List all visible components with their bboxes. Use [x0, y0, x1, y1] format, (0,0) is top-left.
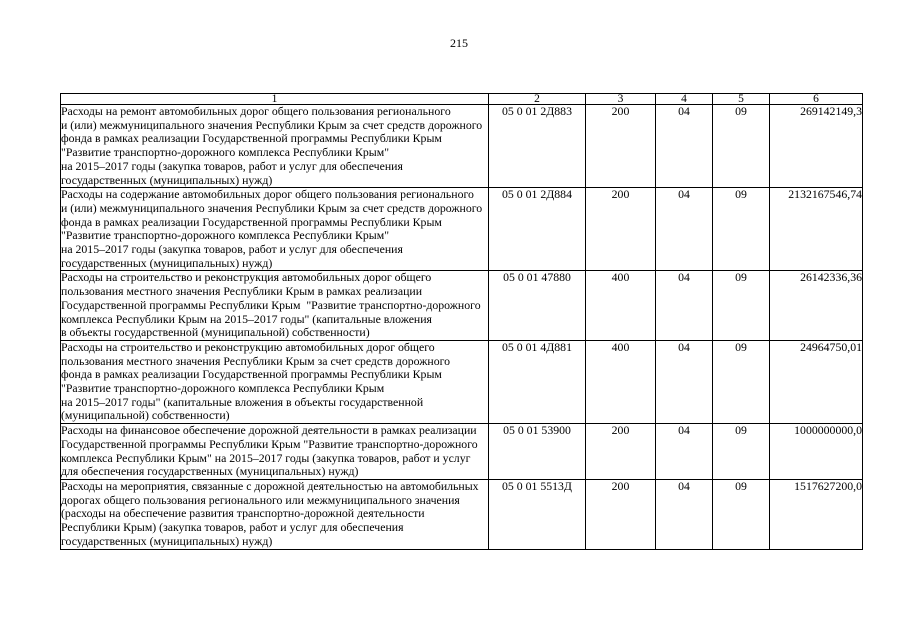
budget-code: 05 0 01 2Д884: [489, 188, 586, 271]
expense-type: 200: [586, 105, 656, 188]
amount: 1517627200,0: [770, 479, 863, 549]
amount: 269142149,3: [770, 105, 863, 188]
section-code: 04: [656, 188, 713, 271]
table-header-row: [61, 94, 863, 105]
column-header-5: 5: [713, 94, 770, 105]
page-number: 215: [450, 36, 468, 50]
section-code: 04: [656, 479, 713, 549]
budget-code: 05 0 01 2Д883: [489, 105, 586, 188]
budget-table: [60, 93, 863, 550]
column-header-1: 1: [61, 94, 489, 105]
budget-code: 05 0 01 4Д881: [489, 340, 586, 423]
subsection-code: 09: [713, 479, 770, 549]
expense-type: 200: [586, 188, 656, 271]
column-header-2: 2: [489, 94, 586, 105]
column-header-6: 6: [770, 94, 863, 105]
row-description: Расходы на мероприятия, связанные с дорожной деятельностью на автомобильных дорогах общего пользования регионального или межмуниципального значения (расходы на обеспечение развития транспортно-дорожной деятельности Республики Крым) (закупка товаров, работ и услуг для обеспечения государственных (муниципальных) нужд): [61, 479, 489, 549]
expense-type: 200: [586, 424, 656, 480]
expense-type: 200: [586, 479, 656, 549]
amount: 26142336,36: [770, 271, 863, 341]
row-description: Расходы на финансовое обеспечение дорожной деятельности в рамках реализации Государственной программы Республики Крым "Развитие транспортно-дорожного комплекса Республики Крым" на 2015–2017 годы (закупка товаров, работ и услуг для обеспечения государственных (муниципальных) нужд): [61, 424, 489, 480]
expense-type: 400: [586, 271, 656, 341]
amount: 1000000000,0: [770, 424, 863, 480]
budget-code: 05 0 01 53900: [489, 424, 586, 480]
subsection-code: 09: [713, 424, 770, 480]
subsection-code: 09: [713, 188, 770, 271]
amount: 24964750,01: [770, 340, 863, 423]
column-header-3: 3: [586, 94, 656, 105]
table-row: [61, 424, 863, 480]
expense-type: 400: [586, 340, 656, 423]
section-code: 04: [656, 424, 713, 480]
subsection-code: 09: [713, 105, 770, 188]
row-description: Расходы на ремонт автомобильных дорог общего пользования регионального и (или) межмуниципального значения Республики Крым за счет средств дорожного фонда в рамках реализации Государственной программы Республики Крым "Развитие транспортно-дорожного комплекса Республики Крым" на 2015–2017 годы (закупка товаров, работ и услуг для обеспечения государственных (муниципальных) нужд): [61, 105, 489, 188]
section-code: 04: [656, 271, 713, 341]
table-row: [61, 105, 863, 188]
subsection-code: 09: [713, 340, 770, 423]
section-code: 04: [656, 340, 713, 423]
table-row: [61, 271, 863, 341]
table-row: [61, 188, 863, 271]
section-code: 04: [656, 105, 713, 188]
amount: 2132167546,74: [770, 188, 863, 271]
subsection-code: 09: [713, 271, 770, 341]
budget-code: 05 0 01 5513Д: [489, 479, 586, 549]
table-row: [61, 479, 863, 549]
budget-code: 05 0 01 47880: [489, 271, 586, 341]
row-description: Расходы на содержание автомобильных дорог общего пользования регионального и (или) межмуниципального значения Республики Крым за счет средств дорожного фонда в рамках реализации Государственной программы Республики Крым "Развитие транспортно-дорожного комплекса Республики Крым" на 2015–2017 годы (закупка товаров, работ и услуг для обеспечения государственных (муниципальных) нужд): [61, 188, 489, 271]
column-header-4: 4: [656, 94, 713, 105]
table-row: [61, 340, 863, 423]
row-description: Расходы на строительство и реконструкция автомобильных дорог общего пользования местного значения Республики Крым в рамках реализации Государственной программы Республики Крым "Развитие транспортно-дорожного комплекса Республики Крым на 2015–2017 годы" (капитальные вложения в объекты государственной (муниципальной) собственности): [61, 271, 489, 341]
row-description: Расходы на строительство и реконструкцию автомобильных дорог общего пользования местного значения Республики Крым за счет средств дорожного фонда в рамках реализации Государственной программы Республики Крым "Развитие транспортно-дорожного комплекса Республики Крым на 2015–2017 годы" (капитальные вложения в объекты государственной (муниципальной) собственности): [61, 340, 489, 423]
